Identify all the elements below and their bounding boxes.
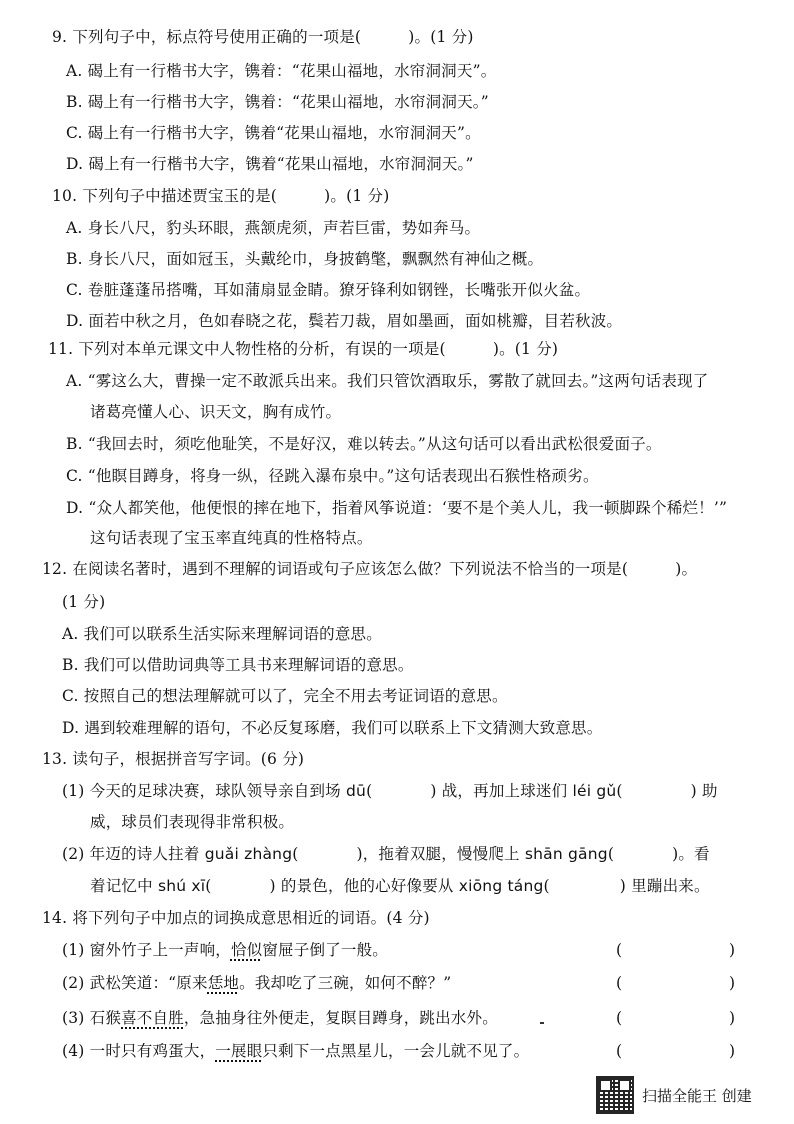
q10-option-d: D. 面若中秋之月，色如春晓之花，鬓若刀裁，眉如墨画，面如桃瓣，目若秋波。 [66,312,623,330]
q14-item-4-dotted-word: 一展眼 [215,1042,263,1060]
q11-option-d-line2: 这句话表现了宝玉率直纯真的性格特点。 [90,529,373,547]
q13-item2-line2: 着记忆中 shú xī( ) 的景色，他的心好像要从 xiōng táng( ) 里蹦出来。 [90,877,710,895]
q12-stem-line1: 12. 在阅读名著时，遇到不理解的词语或句子应该怎么做？下列说法不恰当的一项是( )。 [42,560,698,578]
q13-item1-text-a: (1) 今天的足球决赛，球队领导亲自到场 [62,782,347,800]
scanner-watermark [596,1077,776,1113]
q13-item1-line2: 威，球员们表现得非常积极。 [90,813,295,831]
q13-stem: 13. 读句子，根据拼音写字词。(6 分) [42,750,305,768]
pinyin-leigu: léi gǔ [572,782,617,800]
q11-option-a-line2: 诸葛亮懂人心、识天文，胸有成竹。 [90,403,342,421]
q12-option-b: B. 我们可以借助词典等工具书来理解词语的意思。 [62,656,414,674]
q14-item-3-post: ，急抽身往外便走，复瞑目蹲身，跳出水外。 [183,1009,498,1027]
q13-item2-text-c: 。看 [678,845,710,863]
pinyin-du: dū [346,782,367,800]
q11-option-a-line1: A. “雾这么大，曹操一定不敢派兵出来。我们只管饮酒取乐，雾散了就回去。”这两句话表现了 [66,372,709,390]
q14-answer-3-open: ( [616,1009,623,1027]
q14-item-1-dotted-word: 恰似 [230,941,263,959]
q14-item-3 [62,1008,498,1028]
q11-stem: 11. 下列对本单元课文中人物性格的分析，有误的一项是( )。(1 分) [48,340,559,358]
q14-item-4-post: 只剩下一点黑星儿，一会儿就不见了。 [262,1042,530,1060]
q10-option-a: A. 身长八尺，豹头环眼，燕颔虎须，声若巨雷，势如奔马。 [66,219,481,237]
q14-item-4-pre: (4) 一时只有鸡蛋大， [62,1042,216,1060]
q14-item-4 [62,1041,529,1061]
q12-option-d: D. 遇到较难理解的语句，不必反复琢磨，我们可以联系上下文猜测大致意思。 [62,719,603,737]
q14-stem: 14. 将下列句子中加点的词换成意思相近的词语。(4 分) [42,909,430,927]
q13-item1-text-b: 战，再加上球迷们 [436,782,573,800]
q10-option-b: B. 身长八尺，面如冠玉，头戴纶巾，身披鹤氅，飘飘然有神仙之概。 [66,250,544,268]
qr-code-icon [596,1076,634,1114]
q14-answer-4-open: ( [616,1042,623,1060]
scan-artifact [540,1022,544,1024]
q14-item-3-pre: (3) 石猴 [62,1009,122,1027]
pinyin-shangang: shān gāng [524,845,608,863]
q12-option-a: A. 我们可以联系生活实际来理解词语的意思。 [62,625,382,643]
q13-item2-text-d: 着记忆中 [90,877,158,895]
q14-answer-1-open: ( [616,941,623,959]
q14-answer-2-close: ) [729,974,736,992]
q12-option-c: C. 按照自己的想法理解就可以了，完全不用去考证词语的意思。 [62,687,508,705]
q13-item2-text-b: ，拖着双腿，慢慢爬上 [362,845,525,863]
q10-option-c: C. 卷脏蓬蓬吊搭嘴，耳如蒲扇显金睛。獠牙锋利如钢锉，长嘴张开似火盆。 [66,281,591,299]
q11-option-d-line1: D. “众人都笑他，他便恨的摔在地下，指着风筝说道：‘要不是个美人儿，我一顿脚跺个稀烂！’” [66,499,728,517]
q13-item2-text-a: (2) 年迈的诗人拄着 [62,845,205,863]
q14-item-1-pre: (1) 窗外竹子上一声响， [62,941,231,959]
q9-option-b: B. 碣上有一行楷书大字，镌着：“花果山福地，水帘洞洞天。” [66,93,489,111]
q14-item-2-pre: (2) 武松笑道：“原来 [62,974,208,992]
q14-answer-3-close: ) [729,1009,736,1027]
q14-answer-2-open: ( [616,974,623,992]
pinyin-guaizhang: guǎi zhàng [204,845,293,863]
q14-item-2-post: 。我却吃了三碗，如何不醉？” [239,974,452,992]
q13-item2-text-f: 里蹦出来。 [626,877,710,895]
scanner-brand-text: 扫描全能王 创建 [642,1086,752,1105]
q14-item-1-post: 窗屉子倒了一般。 [262,941,388,959]
q9-option-c: C. 碣上有一行楷书大字，镌着“花果山福地，水帘洞洞天”。 [66,124,481,142]
q14-answer-4-close: ) [729,1042,736,1060]
q14-item-2-dotted-word: 恁地 [207,974,240,992]
q11-option-b: B. “我回去时，须吃他耻笑，不是好汉，难以转去。”从这句话可以看出武松很爱面子。 [66,435,662,453]
q13-item2-line1: (2) 年迈的诗人拄着 guǎi zhàng( )，拖着双腿，慢慢爬上 shān gāng( )。看 [62,845,710,863]
pinyin-shuxi: shú xī [157,877,206,895]
q13-item2-text-e: 的景色，他的心好像要从 [275,877,459,895]
q14-item-1 [62,940,388,960]
q9-stem: 9. 下列句子中，标点符号使用正确的一项是( )。(1 分) [52,28,474,46]
q14-answer-1-close: ) [729,941,736,959]
q9-option-d: D. 碣上有一行楷书大字，镌着“花果山福地，水帘洞洞天。” [66,155,474,173]
q14-item-2 [62,973,451,993]
pinyin-xiongtang: xiōng táng [458,877,544,895]
q13-item1-text-c: 助 [696,782,718,800]
q12-stem-line2: (1 分) [62,593,106,611]
q9-option-a: A. 碣上有一行楷书大字，镌着：“花果山福地，水帘洞洞天”。 [66,62,497,80]
q14-item-3-dotted-word: 喜不自胜 [121,1009,184,1027]
q10-stem: 10. 下列句子中描述贾宝玉的是( )。(1 分) [52,187,390,205]
q11-option-c: C. “他瞑目蹲身，将身一纵，径跳入瀑布泉中。”这句话表现出石猴性格顽劣。 [66,467,599,485]
q13-item1-line1: (1) 今天的足球决赛，球队领导亲自到场 dū( ) 战，再加上球迷们 léi gǔ( ) 助 [62,782,718,800]
